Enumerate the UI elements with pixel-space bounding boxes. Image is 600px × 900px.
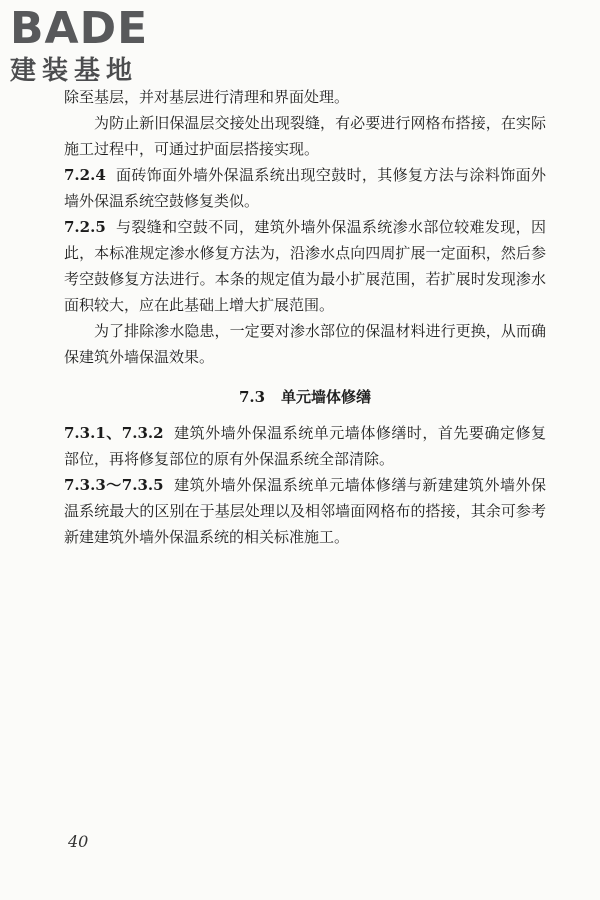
section-heading <box>64 384 546 410</box>
clause-number: 7.2.5 <box>64 218 106 236</box>
document-body <box>64 84 546 550</box>
clause-text: 建筑外墙外保温系统单元墙体修缮与新建建筑外墙外保温系统最大的区别在于基层处理以及相邻墙面网格布的搭接，其余可参考新建建筑外墙外保温系统的相关标准施工。 <box>64 476 546 546</box>
clause-7-2-5 <box>64 214 546 318</box>
paragraph-continuation <box>64 84 546 110</box>
paragraph-text: 为防止新旧保温层交接处出现裂缝，有必要进行网格布搭接，在实际施工过程中，可通过护面层搭接实现。 <box>64 114 546 158</box>
bade-logo <box>8 4 178 88</box>
paragraph <box>64 318 546 370</box>
clause-text: 建筑外墙外保温系统单元墙体修缮时，首先要确定修复部位，再将修复部位的原有外保温系统全部清除。 <box>64 424 546 468</box>
paragraph <box>64 110 546 162</box>
clause-text: 与裂缝和空鼓不同，建筑外墙外保温系统渗水部位较难发现，因此，本标准规定渗水修复方法为，沿渗水点向四周扩展一定面积，然后参考空鼓修复方法进行。本条的规定值为最小扩展范围，若扩展时发现渗水面积较大，应在此基础上增大扩展范围。 <box>64 218 546 314</box>
clause-text: 面砖饰面外墙外保温系统出现空鼓时，其修复方法与涂料饰面外墙外保温系统空鼓修复类似。 <box>64 166 546 210</box>
clause-7-2-4 <box>64 162 546 214</box>
clause-number: 7.3.1、7.3.2 <box>64 424 164 442</box>
section-title-text: 单元墙体修缮 <box>281 388 372 406</box>
clause-number: 7.3.3～7.3.5 <box>64 476 164 494</box>
clause-number: 7.2.4 <box>64 166 106 184</box>
logo-word: BADE <box>10 3 149 54</box>
clause-7-3-1 <box>64 420 546 472</box>
section-number: 7.3 <box>238 388 266 406</box>
paragraph-text: 除至基层，并对基层进行清理和界面处理。 <box>64 88 350 106</box>
paragraph-text: 为了排除渗水隐患，一定要对渗水部位的保温材料进行更换，从而确保建筑外墙保温效果。 <box>64 322 546 366</box>
logo-subtitle: 建装基地 <box>10 56 139 86</box>
page-number: 40 <box>68 832 89 851</box>
clause-7-3-3 <box>64 472 546 550</box>
